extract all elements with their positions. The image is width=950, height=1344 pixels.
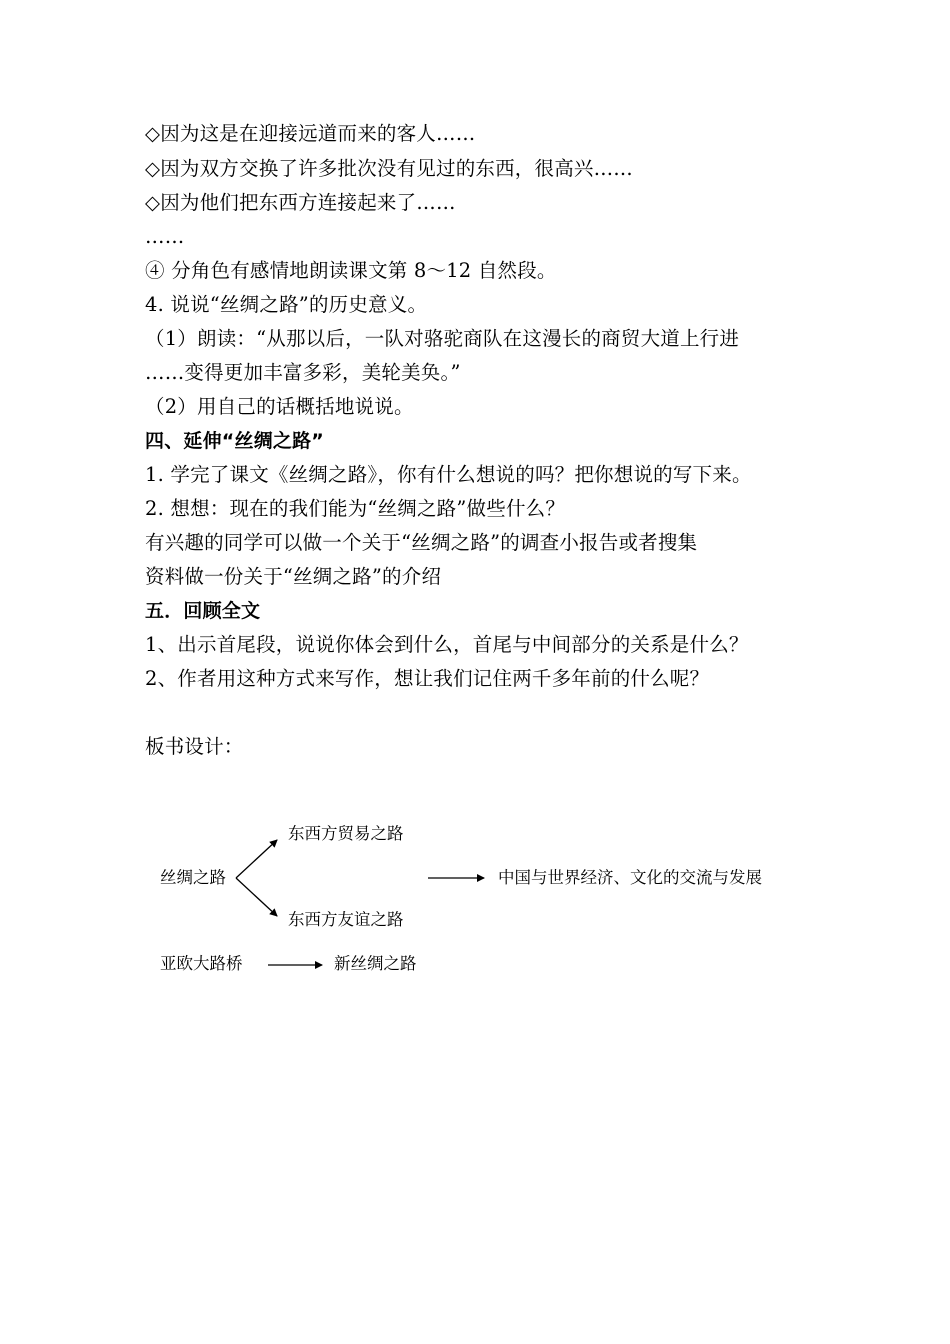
item-4-2-summarize: （2）用自己的话概括地说说。 — [145, 395, 414, 418]
section-5-heading: 五．回顾全文 — [145, 600, 261, 622]
section-4-heading: 四、延伸“丝绸之路” — [145, 430, 324, 452]
diagram-result: 中国与世界经济、文化的交流与发展 — [498, 868, 762, 887]
diagram-arrows — [0, 800, 950, 1000]
extension-note-line-2: 资料做一份关于“丝绸之路”的介绍 — [145, 565, 442, 588]
diagram-eurasian-bridge: 亚欧大路桥 — [160, 954, 243, 973]
item-4-1-read-continued: ……变得更加丰富多彩，美轮美奂。” — [145, 361, 461, 384]
diagram-new-silk-road: 新丝绸之路 — [334, 954, 417, 973]
extension-note-line-1: 有兴趣的同学可以做一个关于“丝绸之路”的调查小报告或者搜集 — [145, 531, 698, 554]
diagram-friendship-road: 东西方友谊之路 — [288, 910, 404, 929]
reason-line-3: ◇因为他们把东西方连接起来了…… — [145, 191, 456, 214]
diagram-trade-road: 东西方贸易之路 — [288, 824, 404, 843]
extension-item-1: 1. 学完了课文《丝绸之路》，你有什么想说的吗？把你想说的写下来。 — [145, 463, 752, 486]
step-4-read-roles: ④ 分角色有感情地朗读课文第 8～12 自然段。 — [145, 259, 557, 282]
review-item-2: 2、作者用这种方式来写作，想让我们记住两千多年前的什么呢？ — [145, 667, 710, 690]
item-4-heading: 4. 说说“丝绸之路”的历史意义。 — [145, 293, 428, 316]
item-4-1-read: （1）朗读：“从那以后，一队对骆驼商队在这漫长的商贸大道上行进 — [145, 327, 740, 350]
arrow-to-trade-road — [236, 840, 277, 878]
ellipsis-line: …… — [145, 225, 185, 248]
arrow-to-friendship-road — [236, 878, 277, 916]
diagram-root-silk-road: 丝绸之路 — [160, 868, 226, 887]
reason-line-1: ◇因为这是在迎接远道而来的客人…… — [145, 122, 476, 145]
board-design-label: 板书设计： — [145, 735, 244, 758]
extension-item-2: 2. 想想：现在的我们能为“丝绸之路”做些什么？ — [145, 497, 566, 520]
review-item-1: 1、出示首尾段，说说你体会到什么，首尾与中间部分的关系是什么？ — [145, 633, 749, 656]
board-design-diagram — [0, 800, 950, 1000]
reason-line-2: ◇因为双方交换了许多批次没有见过的东西，很高兴…… — [145, 157, 633, 180]
